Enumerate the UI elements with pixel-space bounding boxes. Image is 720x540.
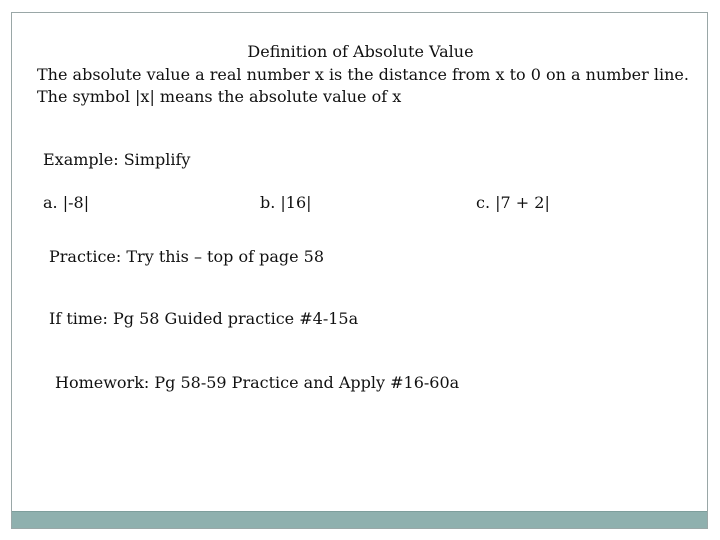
definition-line-1: The absolute value a real number x is the distance from x to 0 on a number line. bbox=[37, 65, 689, 84]
example-item-a: a. |-8| bbox=[43, 193, 90, 212]
definition-heading: Definition of Absolute Value bbox=[247, 42, 474, 61]
definition-line-2: The symbol |x| means the absolute value of x bbox=[37, 87, 402, 106]
example-item-c: c. |7 + 2| bbox=[476, 193, 550, 212]
homework-text: Homework: Pg 58-59 Practice and Apply #16-60a bbox=[55, 373, 460, 392]
practice-text: Practice: Try this – top of page 58 bbox=[49, 247, 325, 266]
slide-footer-bar bbox=[12, 511, 707, 528]
if-time-text: If time: Pg 58 Guided practice #4-15a bbox=[49, 309, 359, 328]
example-label: Example: Simplify bbox=[43, 150, 191, 169]
slide bbox=[11, 12, 708, 529]
example-item-b: b. |16| bbox=[260, 193, 312, 212]
